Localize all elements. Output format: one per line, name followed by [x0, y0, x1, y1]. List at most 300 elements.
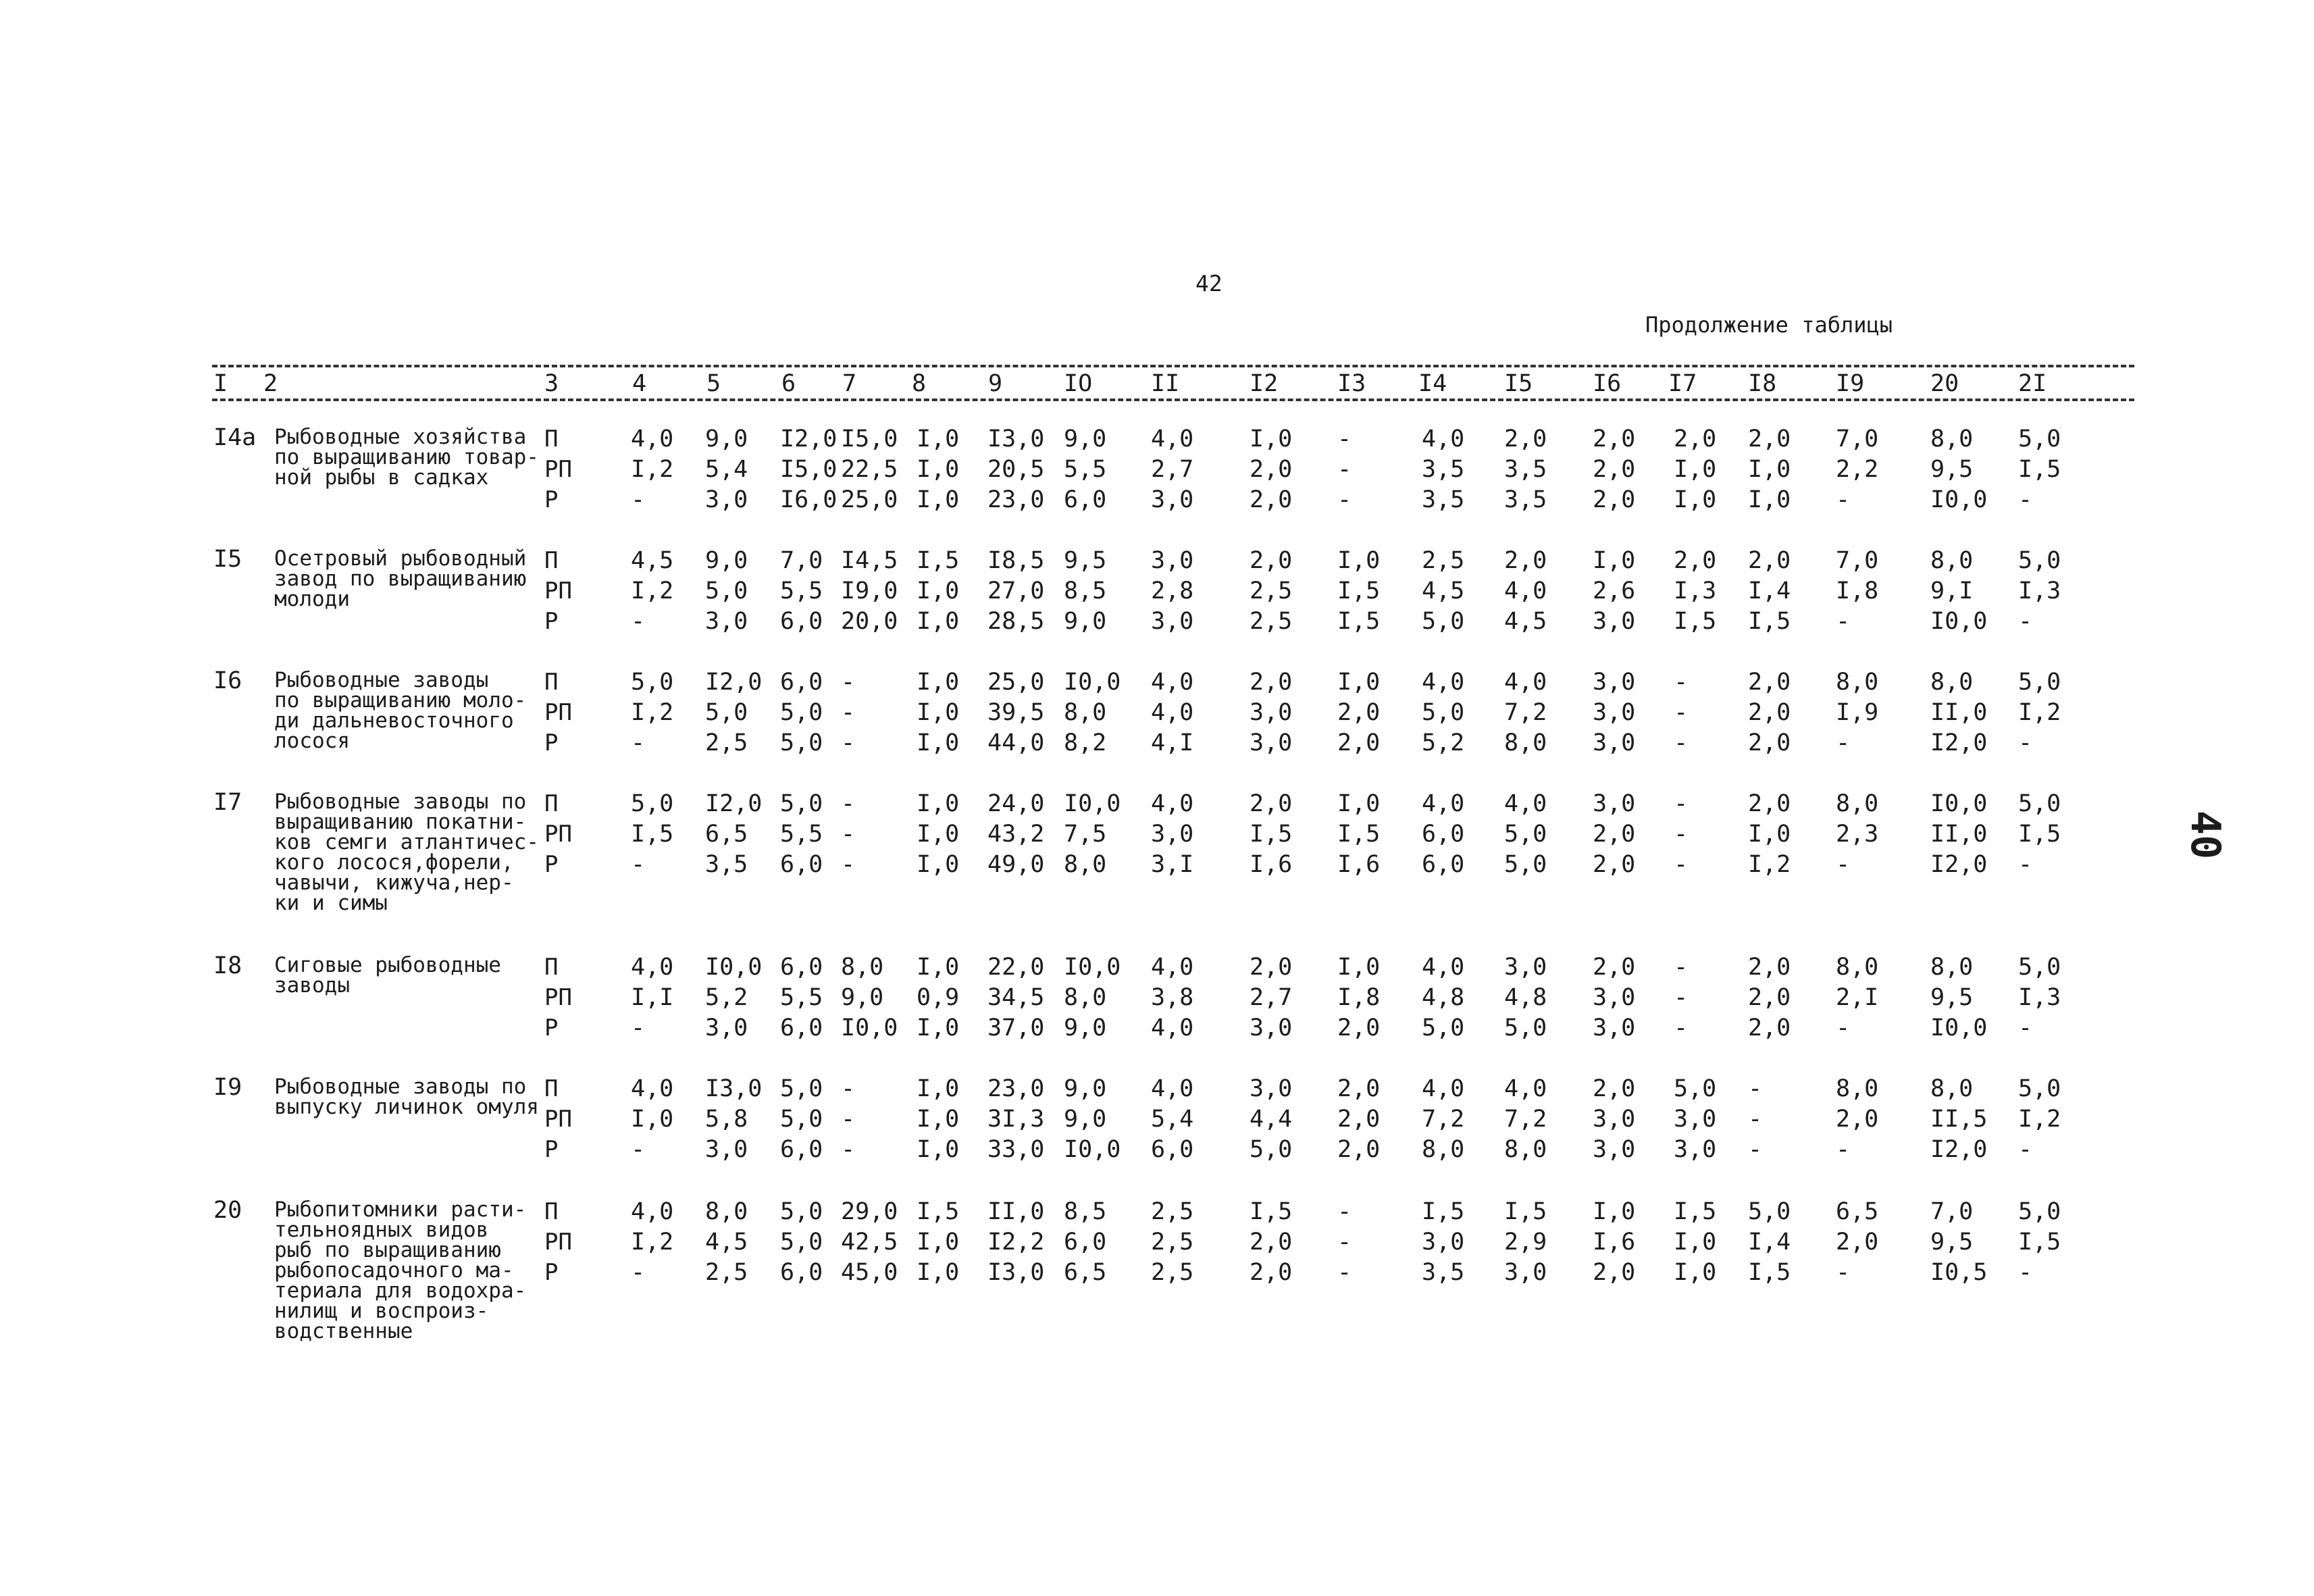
- table-cell: -: [1337, 1259, 1352, 1286]
- table-cell: -: [631, 851, 646, 878]
- table-cell: 2,6: [1593, 577, 1636, 604]
- table-cell: I0,0: [1064, 669, 1121, 696]
- column-header: 3: [544, 370, 559, 397]
- table-cell: 3,0: [705, 1014, 748, 1041]
- table-cell: I,2: [1748, 851, 1791, 878]
- table-cell: 5,0: [780, 1229, 823, 1256]
- table-cell: I,3: [1674, 577, 1717, 604]
- table-cell: 3,0: [1504, 954, 1547, 981]
- table-cell: 5,0: [2018, 669, 2061, 696]
- table-cell: -: [631, 1014, 646, 1041]
- table-cell: 5,0: [780, 699, 823, 726]
- side-page-number: 40: [2182, 810, 2229, 860]
- table-cell: 6,0: [780, 669, 823, 696]
- table-cell: 3,0: [705, 486, 748, 513]
- table-cell: 4,0: [1504, 790, 1547, 817]
- row-number: I6: [213, 667, 242, 694]
- table-cell: 0,9: [917, 984, 960, 1011]
- table-cell: I9,0: [841, 577, 898, 604]
- row-name: [274, 792, 544, 913]
- table-cell: 2,3: [1836, 821, 1879, 848]
- column-header: 9: [988, 370, 1003, 397]
- row-number: I4а: [213, 424, 257, 451]
- table-cell: 2,0: [1748, 547, 1791, 574]
- table-cell: -: [1674, 669, 1689, 696]
- table-cell: I2,0: [705, 790, 763, 817]
- row-type-code: П: [544, 426, 559, 453]
- column-header: 6: [781, 370, 796, 397]
- table-cell: 7,0: [1836, 547, 1879, 574]
- column-header: 20: [1930, 370, 1959, 397]
- table-cell: 2,5: [1151, 1229, 1194, 1256]
- table-cell: 5,0: [1250, 1136, 1293, 1163]
- table-cell: 2,0: [1250, 486, 1293, 513]
- table-cell: 2,5: [705, 1259, 748, 1286]
- table-cell: 3,0: [705, 1136, 748, 1163]
- table-cell: 3,0: [1250, 1014, 1293, 1041]
- table-cell: 2,7: [1151, 456, 1194, 483]
- row-name-line: Рыбоводные заводы по: [274, 790, 527, 814]
- table-cell: 4,8: [1504, 984, 1547, 1011]
- table-cell: 2,0: [1593, 1075, 1636, 1102]
- table-cell: I,3: [2018, 577, 2061, 604]
- table-cell: -: [841, 851, 856, 878]
- table-cell: 23,0: [987, 486, 1045, 513]
- table-cell: I0,0: [1930, 608, 1988, 635]
- table-cell: -: [841, 821, 856, 848]
- table-cell: I,2: [631, 699, 674, 726]
- table-cell: I,I: [631, 984, 674, 1011]
- page-number: 42: [1195, 270, 1223, 297]
- table-cell: 25,0: [987, 669, 1045, 696]
- table-cell: 6,0: [1064, 1229, 1107, 1256]
- row-name-line: териала для водохра-: [274, 1279, 527, 1303]
- table-cell: 2,5: [1422, 547, 1465, 574]
- table-cell: -: [1674, 790, 1689, 817]
- table-cell: 2,5: [1250, 608, 1293, 635]
- row-name-line: рыб по выращиванию: [274, 1238, 501, 1262]
- table-cell: -: [1337, 486, 1352, 513]
- row-type-code: РП: [544, 456, 572, 483]
- table-cell: I,5: [2018, 1229, 2061, 1256]
- table-cell: 9,0: [1064, 1106, 1107, 1133]
- table-cell: -: [1337, 1229, 1352, 1256]
- table-cell: 5,5: [780, 821, 823, 848]
- row-name-line: молоди: [274, 587, 350, 611]
- table-cell: 3,0: [1593, 1106, 1636, 1133]
- table-top-rule: [212, 365, 2134, 367]
- table-cell: 6,0: [1064, 486, 1107, 513]
- table-cell: I,5: [1674, 608, 1717, 635]
- table-cell: 3,0: [1422, 1229, 1465, 1256]
- table-cell: 2,0: [1748, 1014, 1791, 1041]
- table-cell: 2,0: [1748, 954, 1791, 981]
- column-header: I4: [1418, 370, 1447, 397]
- table-cell: 4,0: [631, 1075, 674, 1102]
- table-cell: 24,0: [987, 790, 1045, 817]
- table-cell: 2,0: [1250, 790, 1293, 817]
- table-cell: -: [1748, 1075, 1763, 1102]
- table-cell: I,6: [1337, 851, 1381, 878]
- table-cell: 2,0: [1674, 547, 1717, 574]
- table-cell: -: [841, 699, 856, 726]
- table-cell: I2,0: [1930, 729, 1988, 756]
- table-cell: -: [2018, 1136, 2033, 1163]
- row-name-line: по выращиванию моло-: [274, 688, 527, 713]
- table-cell: I0,0: [1064, 790, 1121, 817]
- table-cell: -: [1836, 1014, 1851, 1041]
- table-cell: 3,0: [1593, 790, 1636, 817]
- table-cell: I0,0: [705, 954, 763, 981]
- table-cell: -: [1674, 954, 1689, 981]
- table-cell: 6,0: [780, 1136, 823, 1163]
- row-type-code: П: [544, 954, 559, 981]
- table-cell: -: [841, 729, 856, 756]
- table-cell: 2,0: [1504, 547, 1547, 574]
- table-cell: 2,0: [1593, 1259, 1636, 1286]
- table-cell: I,0: [917, 699, 960, 726]
- row-type-code: Р: [544, 1259, 559, 1286]
- table-cell: 9,I: [1930, 577, 1974, 604]
- table-cell: I,0: [917, 729, 960, 756]
- table-cell: 6,0: [1151, 1136, 1194, 1163]
- table-cell: 6,0: [780, 851, 823, 878]
- table-cell: 4,0: [1504, 1075, 1547, 1102]
- table-cell: 8,5: [1064, 577, 1107, 604]
- row-name-line: Рыбоводные заводы по: [274, 1075, 527, 1099]
- table-cell: -: [1674, 984, 1689, 1011]
- table-cell: 5,5: [780, 984, 823, 1011]
- table-header-rule: [212, 398, 2134, 401]
- row-name: [274, 548, 544, 609]
- table-cell: 2,2: [1836, 456, 1879, 483]
- table-cell: 3,I: [1151, 851, 1194, 878]
- table-cell: 2,0: [1748, 669, 1791, 696]
- table-cell: I,0: [917, 577, 960, 604]
- row-type-code: Р: [544, 1136, 559, 1163]
- table-cell: 4,0: [1504, 669, 1547, 696]
- table-cell: 29,0: [841, 1198, 898, 1225]
- table-cell: 2,0: [1593, 954, 1636, 981]
- table-cell: -: [1674, 729, 1689, 756]
- table-cell: -: [1836, 729, 1851, 756]
- table-cell: 3,0: [1593, 1136, 1636, 1163]
- table-cell: 5,0: [1504, 1014, 1547, 1041]
- row-name-line: завод по выращиванию: [274, 567, 527, 591]
- row-type-code: Р: [544, 851, 559, 878]
- table-cell: I3,0: [987, 1259, 1045, 1286]
- table-cell: 9,0: [1064, 1014, 1107, 1041]
- table-cell: 23,0: [987, 1075, 1045, 1102]
- table-cell: 20,5: [987, 456, 1045, 483]
- table-cell: I,2: [2018, 699, 2061, 726]
- row-type-code: РП: [544, 1229, 572, 1256]
- row-name-line: чавычи, кижуча,нер-: [274, 871, 514, 895]
- table-cell: I,0: [1674, 1229, 1717, 1256]
- table-cell: I,8: [1337, 984, 1381, 1011]
- table-cell: 2,8: [1151, 577, 1194, 604]
- row-type-code: РП: [544, 821, 572, 848]
- table-cell: 8,0: [1930, 954, 1974, 981]
- table-cell: 9,0: [1064, 608, 1107, 635]
- table-cell: I,0: [1337, 547, 1381, 574]
- table-cell: 2,0: [1593, 486, 1636, 513]
- table-cell: I,4: [1748, 1229, 1791, 1256]
- table-cell: 3,0: [1151, 608, 1194, 635]
- table-cell: I,5: [1337, 608, 1381, 635]
- table-cell: 7,2: [1504, 699, 1547, 726]
- table-cell: 3,5: [1504, 486, 1547, 513]
- table-cell: 4,0: [1422, 954, 1465, 981]
- row-name-line: Рыбоводные заводы: [274, 668, 489, 692]
- table-cell: 4,4: [1250, 1106, 1293, 1133]
- table-cell: II,0: [987, 1198, 1045, 1225]
- table-cell: 3,0: [1250, 699, 1293, 726]
- table-cell: 4,0: [1151, 426, 1194, 453]
- table-cell: 5,0: [705, 577, 748, 604]
- column-header: IO: [1064, 370, 1093, 397]
- table-cell: I,0: [917, 1136, 960, 1163]
- column-header: I9: [1836, 370, 1865, 397]
- column-header: I5: [1504, 370, 1533, 397]
- table-cell: 5,4: [705, 456, 748, 483]
- table-cell: -: [631, 608, 646, 635]
- table-cell: 2,9: [1504, 1229, 1547, 1256]
- table-cell: 5,0: [780, 729, 823, 756]
- table-cell: 6,5: [705, 821, 748, 848]
- table-cell: 3,0: [1593, 729, 1636, 756]
- table-cell: 2,5: [1151, 1259, 1194, 1286]
- row-name-line: лосося: [274, 729, 350, 753]
- table-cell: 7,0: [780, 547, 823, 574]
- table-cell: 7,0: [1836, 426, 1879, 453]
- table-cell: 37,0: [987, 1014, 1045, 1041]
- table-cell: I0,5: [1930, 1259, 1988, 1286]
- table-cell: 3I,3: [987, 1106, 1045, 1133]
- table-cell: -: [1337, 1198, 1352, 1225]
- row-name-line: тельноядных видов: [274, 1218, 489, 1242]
- column-header: 8: [912, 370, 927, 397]
- column-header: 5: [706, 370, 721, 397]
- table-cell: 9,5: [1930, 1229, 1974, 1256]
- row-type-code: П: [544, 1075, 559, 1102]
- table-cell: 8,0: [1064, 984, 1107, 1011]
- table-cell: 8,0: [1930, 669, 1974, 696]
- table-cell: I3,0: [705, 1075, 763, 1102]
- table-cell: -: [1836, 1136, 1851, 1163]
- table-cell: -: [2018, 729, 2033, 756]
- table-cell: 2,0: [1748, 426, 1791, 453]
- table-cell: 3,5: [1422, 486, 1465, 513]
- table-cell: I2,0: [1930, 1136, 1988, 1163]
- table-cell: I,0: [917, 456, 960, 483]
- column-header: I8: [1748, 370, 1777, 397]
- table-cell: I,5: [1250, 821, 1293, 848]
- table-cell: 42,5: [841, 1229, 898, 1256]
- table-cell: 4,5: [1422, 577, 1465, 604]
- table-cell: I,0: [917, 486, 960, 513]
- table-cell: 2,0: [1250, 547, 1293, 574]
- table-cell: 5,0: [2018, 790, 2061, 817]
- table-cell: I,5: [1422, 1198, 1465, 1225]
- row-name: [274, 670, 544, 751]
- table-cell: 4,0: [1151, 1014, 1194, 1041]
- table-cell: 2,5: [1250, 577, 1293, 604]
- table-cell: II,5: [1930, 1106, 1988, 1133]
- table-cell: 4,8: [1422, 984, 1465, 1011]
- table-cell: 3,0: [1151, 486, 1194, 513]
- table-cell: 6,0: [780, 1259, 823, 1286]
- table-cell: 2,0: [1593, 426, 1636, 453]
- table-cell: 2,I: [1836, 984, 1879, 1011]
- table-cell: 7,5: [1064, 821, 1107, 848]
- table-cell: 8,0: [1930, 426, 1974, 453]
- table-cell: I8,5: [987, 547, 1045, 574]
- table-cell: I,9: [1836, 699, 1879, 726]
- column-header: 4: [632, 370, 647, 397]
- table-cell: 9,0: [1064, 426, 1107, 453]
- table-cell: 22,5: [841, 456, 898, 483]
- row-number: I7: [213, 789, 242, 816]
- table-cell: I,0: [1748, 821, 1791, 848]
- table-cell: I2,0: [780, 426, 838, 453]
- table-cell: 8,0: [705, 1198, 748, 1225]
- continuation-label: Продолжение таблицы: [1645, 312, 1893, 338]
- table-cell: 3,5: [1422, 456, 1465, 483]
- row-name-line: Осетровый рыбоводный: [274, 546, 527, 571]
- table-cell: -: [1674, 821, 1689, 848]
- table-cell: -: [841, 790, 856, 817]
- table-cell: 2,0: [1337, 1014, 1381, 1041]
- table-cell: I,0: [1337, 790, 1381, 817]
- table-cell: 2,0: [1748, 699, 1791, 726]
- row-type-code: РП: [544, 1106, 572, 1133]
- row-name: [274, 1200, 544, 1341]
- table-cell: 6,0: [780, 1014, 823, 1041]
- table-cell: 3,5: [705, 851, 748, 878]
- table-cell: 4,0: [1422, 669, 1465, 696]
- table-cell: 7,0: [1930, 1198, 1974, 1225]
- table-cell: I,5: [1748, 1259, 1791, 1286]
- table-cell: -: [2018, 486, 2033, 513]
- table-cell: 5,5: [1064, 456, 1107, 483]
- table-cell: 5,0: [631, 669, 674, 696]
- table-cell: I,0: [1593, 547, 1636, 574]
- table-cell: I,0: [1748, 486, 1791, 513]
- table-cell: 3,0: [1593, 669, 1636, 696]
- table-cell: 2,0: [1250, 1229, 1293, 1256]
- table-cell: 5,0: [1504, 851, 1547, 878]
- row-type-code: РП: [544, 577, 572, 604]
- row-type-code: П: [544, 669, 559, 696]
- table-cell: I,5: [1674, 1198, 1717, 1225]
- table-cell: 4,0: [1422, 426, 1465, 453]
- table-cell: 4,0: [631, 426, 674, 453]
- table-cell: I,5: [2018, 821, 2061, 848]
- row-name-line: ки и симы: [274, 891, 388, 915]
- table-cell: 5,0: [631, 790, 674, 817]
- table-cell: I0,0: [1930, 790, 1988, 817]
- table-cell: 8,0: [1836, 1075, 1879, 1102]
- table-cell: I,5: [1250, 1198, 1293, 1225]
- table-cell: I,3: [2018, 984, 2061, 1011]
- table-cell: 44,0: [987, 729, 1045, 756]
- table-cell: 7,2: [1504, 1106, 1547, 1133]
- table-cell: -: [1748, 1106, 1763, 1133]
- row-type-code: Р: [544, 1014, 559, 1041]
- column-header: 2I: [2018, 370, 2047, 397]
- table-cell: -: [841, 1136, 856, 1163]
- table-cell: 9,0: [705, 426, 748, 453]
- table-cell: I2,0: [705, 669, 763, 696]
- table-cell: 7,2: [1422, 1106, 1465, 1133]
- table-cell: 5,4: [1151, 1106, 1194, 1133]
- table-cell: -: [1337, 426, 1352, 453]
- table-cell: 5,0: [2018, 426, 2061, 453]
- table-cell: 5,5: [780, 577, 823, 604]
- table-cell: 5,0: [1674, 1075, 1717, 1102]
- table-cell: -: [1674, 851, 1689, 878]
- row-name-line: Рыбопитомники расти-: [274, 1198, 527, 1222]
- table-cell: 6,5: [1064, 1259, 1107, 1286]
- table-cell: -: [1337, 456, 1352, 483]
- row-name-line: выпуску личинок омуля: [274, 1095, 539, 1119]
- row-name-line: заводы: [274, 973, 350, 998]
- table-cell: II,0: [1930, 821, 1988, 848]
- table-cell: 4,0: [1422, 1075, 1465, 1102]
- table-cell: I,0: [917, 1075, 960, 1102]
- table-cell: 5,0: [2018, 954, 2061, 981]
- table-cell: -: [2018, 851, 2033, 878]
- table-cell: I,5: [1748, 608, 1791, 635]
- table-cell: 2,0: [1748, 790, 1791, 817]
- table-cell: 6,0: [1422, 851, 1465, 878]
- table-cell: I,0: [917, 669, 960, 696]
- table-cell: 2,0: [1836, 1229, 1879, 1256]
- table-cell: I0,0: [1930, 486, 1988, 513]
- table-cell: 4,I: [1151, 729, 1194, 756]
- row-number: I8: [213, 952, 242, 979]
- table-cell: 3,0: [1250, 1075, 1293, 1102]
- table-cell: 4,0: [631, 1198, 674, 1225]
- column-header: I2: [1250, 370, 1279, 397]
- table-cell: I,0: [1674, 486, 1717, 513]
- table-cell: 3,5: [1504, 456, 1547, 483]
- table-cell: 8,0: [1504, 729, 1547, 756]
- table-cell: 5,2: [705, 984, 748, 1011]
- table-cell: I4,5: [841, 547, 898, 574]
- table-cell: 5,0: [705, 699, 748, 726]
- column-header: I7: [1668, 370, 1697, 397]
- table-cell: I,5: [917, 1198, 960, 1225]
- table-cell: -: [841, 1075, 856, 1102]
- row-name-line: нилищ и воспроиз-: [274, 1299, 489, 1323]
- table-cell: 5,8: [705, 1106, 748, 1133]
- table-cell: -: [841, 1106, 856, 1133]
- column-header: I: [213, 370, 228, 397]
- row-name-line: ди дальневосточного: [274, 709, 514, 733]
- row-number: 20: [213, 1197, 242, 1224]
- table-cell: 6,0: [780, 608, 823, 635]
- table-cell: 4,5: [631, 547, 674, 574]
- table-cell: I6,0: [780, 486, 838, 513]
- table-cell: I0,0: [1064, 954, 1121, 981]
- table-cell: I0,0: [1930, 1014, 1988, 1041]
- table-cell: 5,0: [780, 1075, 823, 1102]
- table-cell: 33,0: [987, 1136, 1045, 1163]
- table-cell: I,0: [1250, 426, 1293, 453]
- table-cell: 2,0: [1250, 1259, 1293, 1286]
